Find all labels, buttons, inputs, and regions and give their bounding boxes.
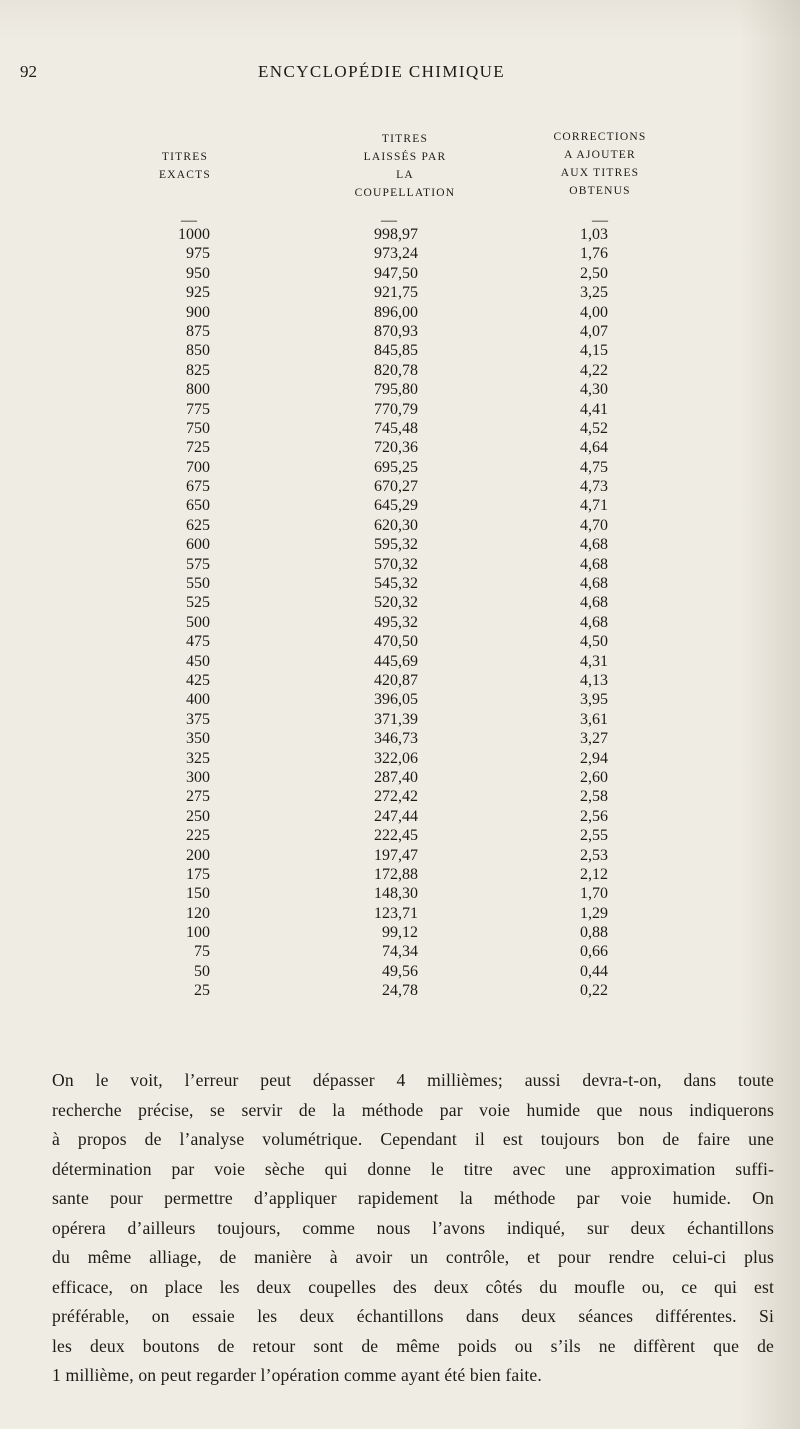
table-row [0,943,800,962]
table-row [0,885,800,904]
cupellation-title-cell: 998,97 [374,226,418,243]
correction-cell: 4,64 [580,439,608,457]
correction-cell: 4,68 [580,594,608,612]
cupellation-title-cell: 595,32 [374,536,418,554]
table-row [0,672,800,691]
table-row [0,982,800,1001]
exact-title-cell: 150 [186,885,210,903]
exact-title-cell: 625 [186,516,210,534]
table-row [0,517,800,536]
cupellation-title-cell: 770,79 [374,400,418,418]
table-row [0,381,800,400]
table-row [0,226,800,245]
cupellation-title-cell: 495,32 [374,613,418,631]
column-header-exact-titles [130,148,240,184]
table-row [0,556,800,575]
exact-title-cell: 825 [186,361,210,379]
table-row [0,827,800,846]
cupellation-title-cell: 845,85 [374,342,418,360]
cupellation-title-cell: 172,88 [374,865,418,883]
exact-title-cell: 275 [186,788,210,806]
table-row [0,633,800,652]
table-row [0,342,800,361]
table-row [0,478,800,497]
exact-title-cell: 1000 [178,226,210,243]
table-row [0,711,800,730]
exact-title-cell: 225 [186,827,210,845]
exact-title-cell: 75 [194,943,210,961]
correction-cell: 2,50 [580,264,608,282]
cupellation-title-cell: 420,87 [374,671,418,689]
correction-cell: 0,66 [580,943,608,961]
exact-title-cell: 650 [186,497,210,515]
paragraph-line: du même alliage, de manière à avoir un contrôle, et pour rendre celui-ci plus [52,1247,774,1267]
column-separator-dash: — [381,212,397,229]
exact-title-cell: 50 [194,962,210,980]
cupellation-title-cell: 197,47 [374,846,418,864]
exact-title-cell: 425 [186,671,210,689]
cupellation-title-cell: 222,45 [374,827,418,845]
cupellation-title-cell: 520,32 [374,594,418,612]
cupellation-title-cell: 973,24 [374,245,418,263]
paragraph-line: efficace, on place les deux coupelles des deux côtés du moufle ou, ce qui est [52,1276,774,1297]
cupellation-title-cell: 695,25 [374,458,418,476]
exact-title-cell: 400 [186,691,210,709]
table-row [0,963,800,982]
exact-title-cell: 925 [186,284,210,302]
correction-cell: 2,94 [580,749,608,767]
table-row [0,284,800,303]
column-separator-dash: — [592,212,608,229]
correction-cell: 1,76 [580,245,608,263]
cupellation-title-cell: 396,05 [374,691,418,709]
table-row [0,653,800,672]
paragraph-line: recherche précise, se servir de la méthode par voie humide que nous indiquerons [52,1099,774,1120]
correction-cell: 4,31 [580,652,608,670]
table-row [0,245,800,264]
column-header-line: AUX TITRES [560,167,640,179]
correction-cell: 4,00 [580,303,608,321]
correction-cell: 4,15 [580,342,608,360]
table-row [0,536,800,555]
exact-title-cell: 900 [186,303,210,321]
cupellation-title-cell: 74,34 [382,943,418,961]
exact-title-cell: 25 [194,982,210,1000]
correction-cell: 4,07 [580,322,608,340]
column-header-line: LAISSÉS PAR [363,151,447,163]
exact-title-cell: 850 [186,342,210,360]
column-header-cupellation-titles [335,130,475,202]
paragraph-line: préférable, on essaie les deux échantillons dans deux séances différentes. Si [52,1306,774,1326]
correction-cell: 2,58 [580,788,608,806]
exact-title-cell: 875 [186,322,210,340]
cupellation-title-cell: 346,73 [374,730,418,748]
correction-cell: 4,68 [580,536,608,554]
table-row [0,401,800,420]
exact-title-cell: 475 [186,633,210,651]
cupellation-title-cell: 123,71 [374,904,418,922]
paragraph-line: 1 millième, on peut regarder l’opération comme ayant été bien faite. [52,1365,542,1385]
table-row [0,362,800,381]
cupellation-title-cell: 272,42 [374,788,418,806]
table-row [0,594,800,613]
exact-title-cell: 350 [186,730,210,748]
cupellation-title-cell: 670,27 [374,478,418,496]
exact-title-cell: 500 [186,613,210,631]
cupellation-title-cell: 745,48 [374,419,418,437]
exact-title-cell: 300 [186,768,210,786]
exact-title-cell: 575 [186,555,210,573]
correction-cell: 4,52 [580,419,608,437]
table-row [0,750,800,769]
table-row [0,265,800,284]
cupellation-title-cell: 921,75 [374,284,418,302]
correction-cell: 4,13 [580,671,608,689]
page-header [20,58,580,88]
correction-cell: 3,25 [580,284,608,302]
correction-cell: 4,68 [580,613,608,631]
exact-title-cell: 525 [186,594,210,612]
correction-cell: 2,55 [580,827,608,845]
cupellation-title-cell: 49,56 [382,962,418,980]
exact-title-cell: 750 [186,419,210,437]
table-row [0,769,800,788]
paragraph-line: opérera d’ailleurs toujours, comme nous l’avons indiqué, sur deux échantillons [52,1217,774,1238]
correction-cell: 0,88 [580,924,608,942]
exact-title-cell: 250 [186,807,210,825]
paragraph-line: sante pour permettre d’appliquer rapidement la méthode par voie humide. On [52,1188,774,1208]
correction-cell: 4,41 [580,400,608,418]
column-header-line: CORRECTIONS [553,131,647,143]
column-separator-dash: — [181,212,197,229]
cupellation-title-cell: 820,78 [374,361,418,379]
table-row [0,905,800,924]
cupellation-title-cell: 322,06 [374,749,418,767]
exact-title-cell: 800 [186,381,210,399]
cupellation-title-cell: 371,39 [374,710,418,728]
table-row [0,808,800,827]
exact-title-cell: 375 [186,710,210,728]
exact-title-cell: 700 [186,458,210,476]
exact-title-cell: 675 [186,478,210,496]
correction-cell: 2,56 [580,807,608,825]
table-row [0,420,800,439]
cupellation-title-cell: 247,44 [374,807,418,825]
correction-cell: 1,70 [580,885,608,903]
exact-title-cell: 725 [186,439,210,457]
exact-title-cell: 175 [186,865,210,883]
table-row [0,614,800,633]
exact-title-cell: 200 [186,846,210,864]
column-header-line: COUPELLATION [354,187,456,199]
correction-cell: 2,12 [580,865,608,883]
correction-cell: 4,71 [580,497,608,515]
table-row [0,459,800,478]
table-row [0,866,800,885]
table-row [0,730,800,749]
cupellation-title-cell: 99,12 [382,924,418,942]
column-header-line: TITRES [161,151,209,163]
correction-cell: 4,73 [580,478,608,496]
cupellation-title-cell: 795,80 [374,381,418,399]
exact-title-cell: 100 [186,924,210,942]
table-row [0,788,800,807]
exact-title-cell: 950 [186,264,210,282]
correction-cell: 0,44 [580,962,608,980]
exact-title-cell: 550 [186,575,210,593]
correction-cell: 4,50 [580,633,608,651]
running-title: ENCYCLOPÉDIE CHIMIQUE [258,62,506,81]
column-header-line: TITRES [381,133,429,145]
correction-cell: 4,22 [580,361,608,379]
table-row [0,847,800,866]
cupellation-title-cell: 620,30 [374,516,418,534]
table-row [0,439,800,458]
correction-cell: 2,53 [580,846,608,864]
cupellation-title-cell: 470,50 [374,633,418,651]
table-row [0,323,800,342]
table-row [0,575,800,594]
exact-title-cell: 120 [186,904,210,922]
correction-cell: 3,95 [580,691,608,709]
exact-title-cell: 450 [186,652,210,670]
exact-title-cell: 600 [186,536,210,554]
body-paragraph [52,1066,774,1391]
cupellation-title-cell: 720,36 [374,439,418,457]
correction-cell: 3,27 [580,730,608,748]
column-header-line: LA [396,169,414,181]
correction-cell: 0,22 [580,982,608,1000]
column-header-line: A AJOUTER [564,149,636,161]
table-row [0,497,800,516]
exact-title-cell: 975 [186,245,210,263]
cupellation-title-cell: 148,30 [374,885,418,903]
paragraph-line: à propos de l’analyse volumétrique. Cependant il est toujours bon de faire une [52,1129,774,1149]
correction-cell: 1,29 [580,904,608,922]
exact-title-cell: 325 [186,749,210,767]
correction-cell: 4,68 [580,575,608,593]
cupellation-title-cell: 545,32 [374,575,418,593]
table-row [0,924,800,943]
column-header-line: OBTENUS [569,185,631,197]
table-row [0,691,800,710]
cupellation-title-cell: 947,50 [374,264,418,282]
correction-cell: 4,30 [580,381,608,399]
titration-table [0,226,800,1002]
paragraph-line: les deux boutons de retour sont de même poids ou s’ils ne diffèrent que de [52,1335,774,1356]
cupellation-title-cell: 24,78 [382,982,418,1000]
correction-cell: 3,61 [580,710,608,728]
cupellation-title-cell: 570,32 [374,555,418,573]
exact-title-cell: 775 [186,400,210,418]
paragraph-line: détermination par voie sèche qui donne le titre avec une approximation suffi- [52,1158,774,1179]
cupellation-title-cell: 896,00 [374,303,418,321]
cupellation-title-cell: 870,93 [374,322,418,340]
correction-cell: 4,68 [580,555,608,573]
column-header-corrections [530,128,670,200]
cupellation-title-cell: 287,40 [374,768,418,786]
correction-cell: 4,75 [580,458,608,476]
page-number: 92 [20,62,37,81]
cupellation-title-cell: 645,29 [374,497,418,515]
table-row [0,304,800,323]
correction-cell: 4,70 [580,516,608,534]
correction-cell: 1,03 [580,226,608,243]
paragraph-line: On le voit, l’erreur peut dépasser 4 millièmes; aussi devra-t-on, dans toute [52,1070,774,1090]
column-header-line: EXACTS [159,169,211,181]
cupellation-title-cell: 445,69 [374,652,418,670]
correction-cell: 2,60 [580,768,608,786]
